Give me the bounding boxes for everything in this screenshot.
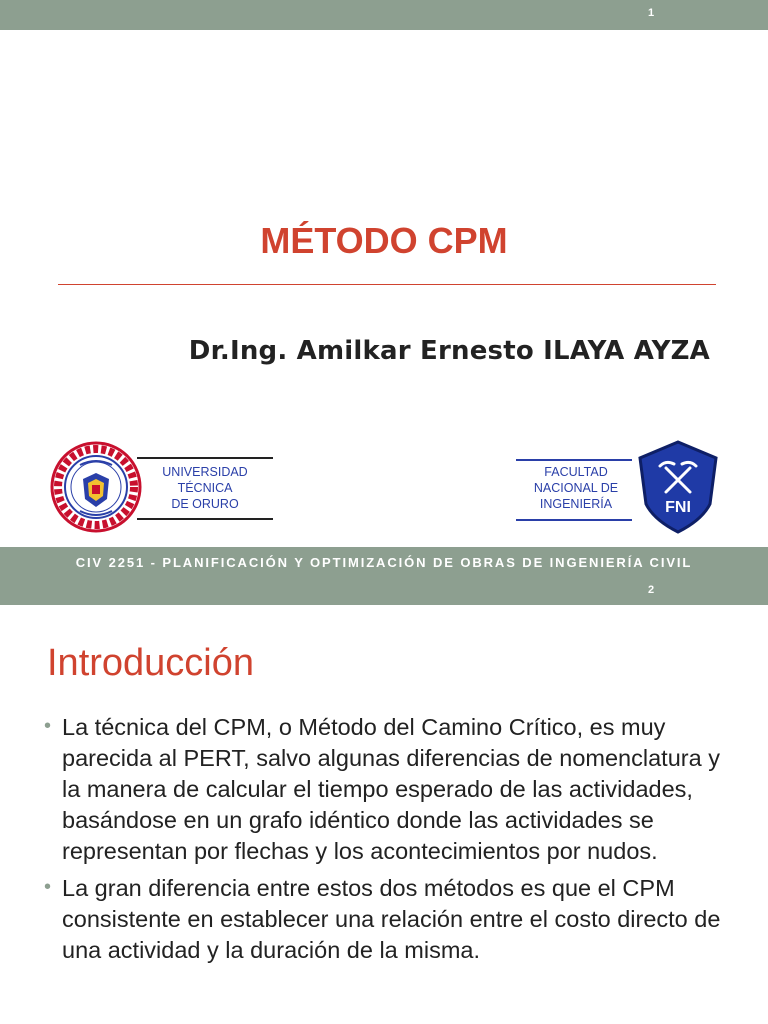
bullet-text: La gran diferencia entre estos dos métodos es que el CPM consistente en establecer una relación entre el costo directo de una actividad y la duración de la misma.	[62, 875, 721, 963]
bullet-dot-icon: •	[44, 715, 52, 737]
course-title: CIV 2251 - PLANIFICACIÓN Y OPTIMIZACIÓN DE OBRAS DE INGENIERÍA CIVIL	[75, 555, 693, 570]
faculty-rule-top	[516, 459, 632, 461]
bullet-text: La técnica del CPM, o Método del Camino Crítico, es muy parecida al PERT, salvo algunas diferencias de nomenclatura y la manera de calcular el tiempo esperado de las actividades, basándose en un grafo idéntico donde las actividades se representan por flechas y los acontecimientos por nudos.	[62, 714, 720, 864]
bullet-item	[44, 712, 744, 867]
university-rule-bottom	[137, 518, 273, 520]
university-line-1: UNIVERSIDAD	[162, 465, 248, 479]
slide-2-page-number: 2	[648, 584, 655, 596]
slide-1-page-number: 1	[648, 7, 655, 19]
bullet-dot-icon: •	[44, 876, 52, 898]
fni-shield-icon	[638, 440, 718, 534]
slide-2	[0, 547, 768, 1024]
faculty-line-1: FACULTAD	[544, 465, 608, 479]
section-title: Introducción	[47, 642, 255, 684]
slide-title: MÉTODO CPM	[260, 220, 508, 261]
fni-logo-text: FNI	[665, 499, 691, 516]
faculty-line-2: NACIONAL DE	[533, 481, 619, 495]
faculty-name	[516, 464, 636, 512]
university-line-3: DE ORURO	[171, 497, 239, 511]
university-line-2: TÉCNICA	[177, 481, 233, 495]
bullet-item	[44, 873, 744, 966]
faculty-rule-bottom	[516, 519, 632, 521]
title-divider	[58, 284, 716, 285]
university-name	[137, 464, 273, 512]
university-rule-top	[137, 457, 273, 459]
course-bar	[0, 547, 768, 577]
slide-1-header-bar	[0, 0, 768, 30]
uto-seal-icon	[50, 441, 142, 533]
faculty-line-3: INGENIERÍA	[539, 497, 613, 511]
bullet-list	[44, 712, 744, 972]
author-name: Dr.Ing. Amilkar Ernesto ILAYA AYZA	[188, 336, 710, 366]
slide-2-header-bar	[0, 577, 768, 605]
